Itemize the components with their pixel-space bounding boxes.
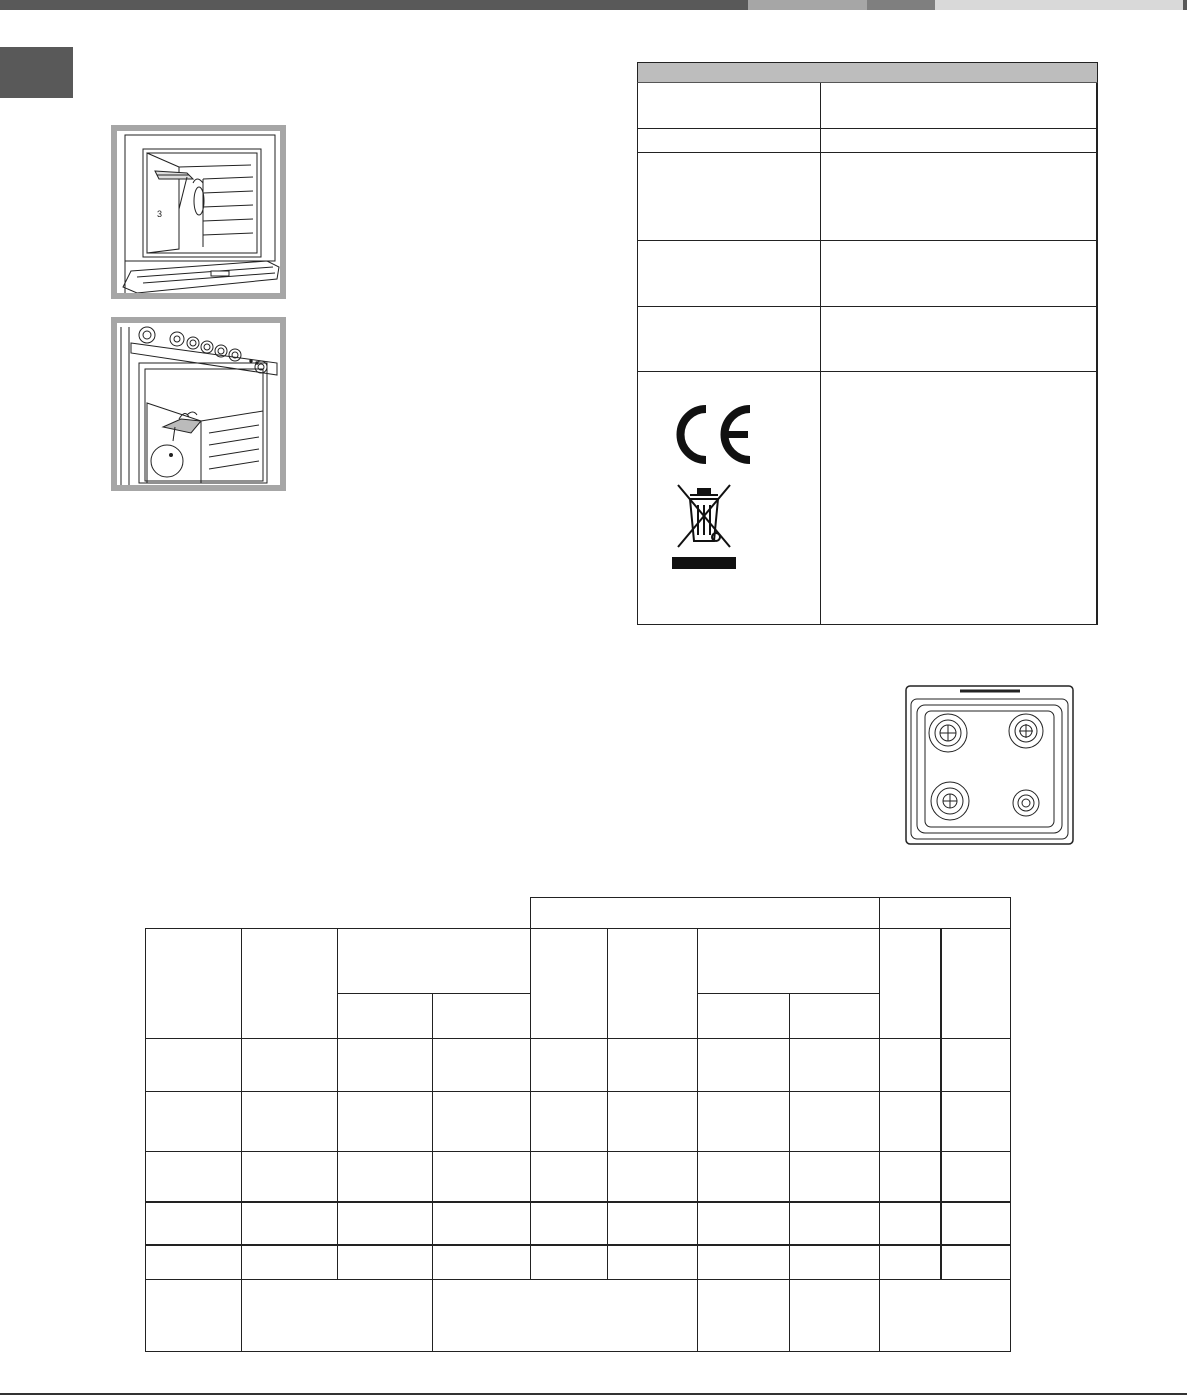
col-divider-thick xyxy=(940,928,942,1280)
header-bar-end xyxy=(1183,0,1187,10)
oven-light-figure xyxy=(111,125,286,299)
burner-table-bottom xyxy=(145,1351,1011,1352)
row-line-thick xyxy=(145,1201,1011,1203)
row-line xyxy=(145,1279,1011,1280)
header-bar-light xyxy=(748,0,867,10)
oven-rear-panel-icon xyxy=(117,323,280,485)
col-divider xyxy=(879,928,880,1352)
spec-row-line xyxy=(637,152,1098,153)
burner-table-group-split xyxy=(879,897,880,929)
burner-table-group-top xyxy=(530,897,1011,898)
header-bar-mid xyxy=(867,0,935,10)
burner-table-group-left xyxy=(530,897,531,929)
spec-row-line xyxy=(637,128,1098,129)
burner-table-top xyxy=(145,928,1011,929)
row-line xyxy=(145,1091,1011,1092)
header-bar-pale xyxy=(935,0,1183,10)
col-divider xyxy=(241,928,242,1352)
hob-four-burners-icon xyxy=(905,685,1074,845)
figure-callout-label: 3 xyxy=(157,209,163,219)
subheader-line xyxy=(697,993,879,994)
weee-crossed-bin-icon xyxy=(668,481,740,571)
row-line xyxy=(145,1151,1011,1152)
spec-row-line xyxy=(637,306,1098,307)
page-bottom-rule xyxy=(0,1393,1187,1395)
language-tab xyxy=(0,47,73,98)
oven-interior-lamp-icon xyxy=(117,131,280,293)
oven-panel-figure xyxy=(111,317,286,491)
col-divider xyxy=(432,993,433,1352)
burner-table xyxy=(145,896,1011,1352)
burner-table-left xyxy=(145,928,146,1352)
spec-row-line xyxy=(637,371,1098,372)
header-bar-dark xyxy=(0,0,748,10)
col-divider xyxy=(607,928,608,1280)
burner-table-right xyxy=(1010,897,1011,1352)
spec-table-header xyxy=(637,62,1098,83)
col-divider xyxy=(337,928,338,1280)
spec-row-line xyxy=(637,240,1098,241)
subheader-line xyxy=(337,993,530,994)
ce-mark-icon xyxy=(670,403,757,466)
row-line-thick xyxy=(145,1244,1011,1246)
col-divider xyxy=(530,928,531,1280)
col-divider xyxy=(789,993,790,1352)
col-divider xyxy=(697,928,698,1352)
spec-table-divider xyxy=(820,83,821,625)
row-line xyxy=(145,1038,1011,1039)
